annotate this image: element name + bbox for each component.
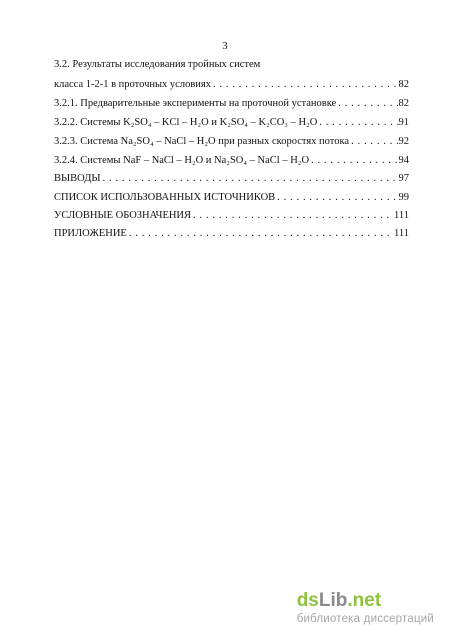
toc-dot-leader: [309, 156, 398, 167]
toc-entry-page: 91: [398, 117, 409, 128]
toc-dot-leader: [349, 137, 398, 148]
toc-entry[interactable]: [54, 229, 409, 240]
toc-entry-page: 82: [398, 79, 409, 90]
toc-entry-page: 97: [398, 173, 409, 184]
toc-dot-leader: [127, 229, 394, 240]
toc-entry-title: 3.2.1. Предварительные эксперименты на проточной установке: [54, 98, 337, 109]
toc-dot-leader: [317, 118, 398, 129]
toc-dot-leader: [211, 80, 399, 91]
dslib-watermark: [297, 590, 434, 625]
toc-entry[interactable]: [54, 193, 409, 204]
toc-entry-title: СПИСОК ИСПОЛЬЗОВАННЫХ ИСТОЧНИКОВ: [54, 192, 276, 203]
toc-dot-leader: [101, 174, 399, 185]
toc-entry-title: 3.2.4. Системы NaF – NaCl – H₂O и Na₂SO₄ – NaCl – H₂O: [54, 155, 310, 166]
toc-entry[interactable]: [54, 99, 409, 110]
page-number: 3: [222, 41, 228, 52]
toc-entry-page: 111: [394, 210, 409, 221]
logo-ds: ds: [296, 590, 319, 611]
toc-entry-page: 94: [398, 155, 409, 166]
toc-entry-title: ВЫВОДЫ: [54, 173, 101, 184]
toc-dot-leader: [336, 99, 398, 110]
toc-entry[interactable]: [54, 80, 409, 91]
toc-entry[interactable]: [54, 211, 409, 222]
logo-dot: .: [347, 590, 353, 611]
toc-entry-page: 82: [398, 98, 409, 109]
logo-lib: Lib: [318, 590, 348, 611]
toc-entry-page: 111: [394, 228, 409, 239]
toc-entry-title: класса 1-2-1 в проточных условиях: [54, 79, 211, 90]
toc-entry[interactable]: [54, 156, 409, 167]
logo-net: net: [352, 590, 382, 611]
toc-section-heading: 3.2. Результаты исследования тройных систем: [54, 59, 261, 70]
toc-entry[interactable]: [54, 118, 409, 129]
toc-dot-leader: [191, 211, 394, 222]
dslib-logo: [297, 590, 434, 612]
toc-entry-page: 92: [398, 136, 409, 147]
toc-entry[interactable]: [54, 174, 409, 185]
toc-entry-title: 3.2.3. Система Na₂SO₄ – NaCl – H₂O при разных скоростях потока: [54, 136, 350, 147]
toc-entry-title: 3.2.2. Системы K₂SO₄ – KCl – H₂O и K₂SO₄ – K₂CO₃ – H₂O: [54, 117, 318, 128]
toc-entry-title: УСЛОВНЫЕ ОБОЗНАЧЕНИЯ: [54, 210, 192, 221]
toc-dot-leader: [275, 193, 398, 204]
toc-entry-title: ПРИЛОЖЕНИЕ: [54, 228, 127, 239]
toc-entry-page: 99: [398, 192, 409, 203]
watermark-tagline: библиотека диссертаций: [296, 613, 434, 625]
toc-entry[interactable]: [54, 137, 409, 148]
